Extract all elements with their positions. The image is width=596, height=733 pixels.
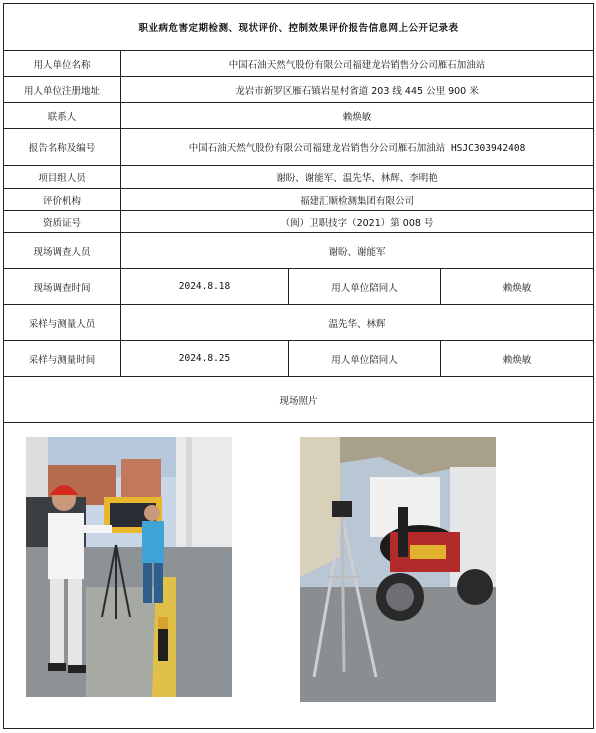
report-value: 中国石油天然气股份有限公司福建龙岩销售分公司雁石加油站 HSJC303942408 bbox=[121, 129, 594, 166]
agency-label: 评价机构 bbox=[4, 189, 121, 211]
survey-staff-value: 谢盼、谢能军 bbox=[121, 233, 594, 269]
employer-address-label: 用人单位注册地址 bbox=[4, 77, 121, 103]
team-value: 谢盼、谢能军、温先华、林辉、李明艳 bbox=[121, 166, 594, 189]
contact-label: 联系人 bbox=[4, 103, 121, 129]
report-label: 报告名称及编号 bbox=[4, 129, 121, 166]
photos-label: 现场照片 bbox=[4, 377, 594, 423]
survey-escort-label: 用人单位陪同人 bbox=[289, 269, 441, 305]
survey-time-value: 2024.8.18 bbox=[121, 269, 289, 305]
employer-name-value: 中国石油天然气股份有限公司福建龙岩销售分公司雁石加油站 bbox=[121, 51, 594, 77]
cert-label: 资质证号 bbox=[4, 211, 121, 233]
photos-cell bbox=[4, 423, 594, 729]
sampling-time-value: 2024.8.25 bbox=[121, 341, 289, 377]
cert-value: （闽）卫职技字（2021）第 008 号 bbox=[121, 211, 594, 233]
survey-staff-label: 现场调查人员 bbox=[4, 233, 121, 269]
sampling-time-label: 采样与测量时间 bbox=[4, 341, 121, 377]
record-form bbox=[3, 3, 593, 730]
record-table bbox=[3, 3, 594, 729]
contact-value: 赖焕敏 bbox=[121, 103, 594, 129]
site-photo-sampling bbox=[300, 437, 496, 702]
sampling-escort-label: 用人单位陪同人 bbox=[289, 341, 441, 377]
survey-time-label: 现场调查时间 bbox=[4, 269, 121, 305]
sampling-escort-value: 赖焕敏 bbox=[441, 341, 594, 377]
employer-address-value: 龙岩市新罗区雁石镇岩星村省道 203 线 445 公里 900 米 bbox=[121, 77, 594, 103]
sampling-staff-value: 温先华、林辉 bbox=[121, 305, 594, 341]
employer-name-label: 用人单位名称 bbox=[4, 51, 121, 77]
form-title: 职业病危害定期检测、现状评价、控制效果评价报告信息网上公开记录表 bbox=[4, 4, 594, 51]
team-label: 项目组人员 bbox=[4, 166, 121, 189]
agency-value: 福建汇顺检测集团有限公司 bbox=[121, 189, 594, 211]
site-photo-survey bbox=[26, 437, 232, 697]
sampling-staff-label: 采样与测量人员 bbox=[4, 305, 121, 341]
survey-escort-value: 赖焕敏 bbox=[441, 269, 594, 305]
